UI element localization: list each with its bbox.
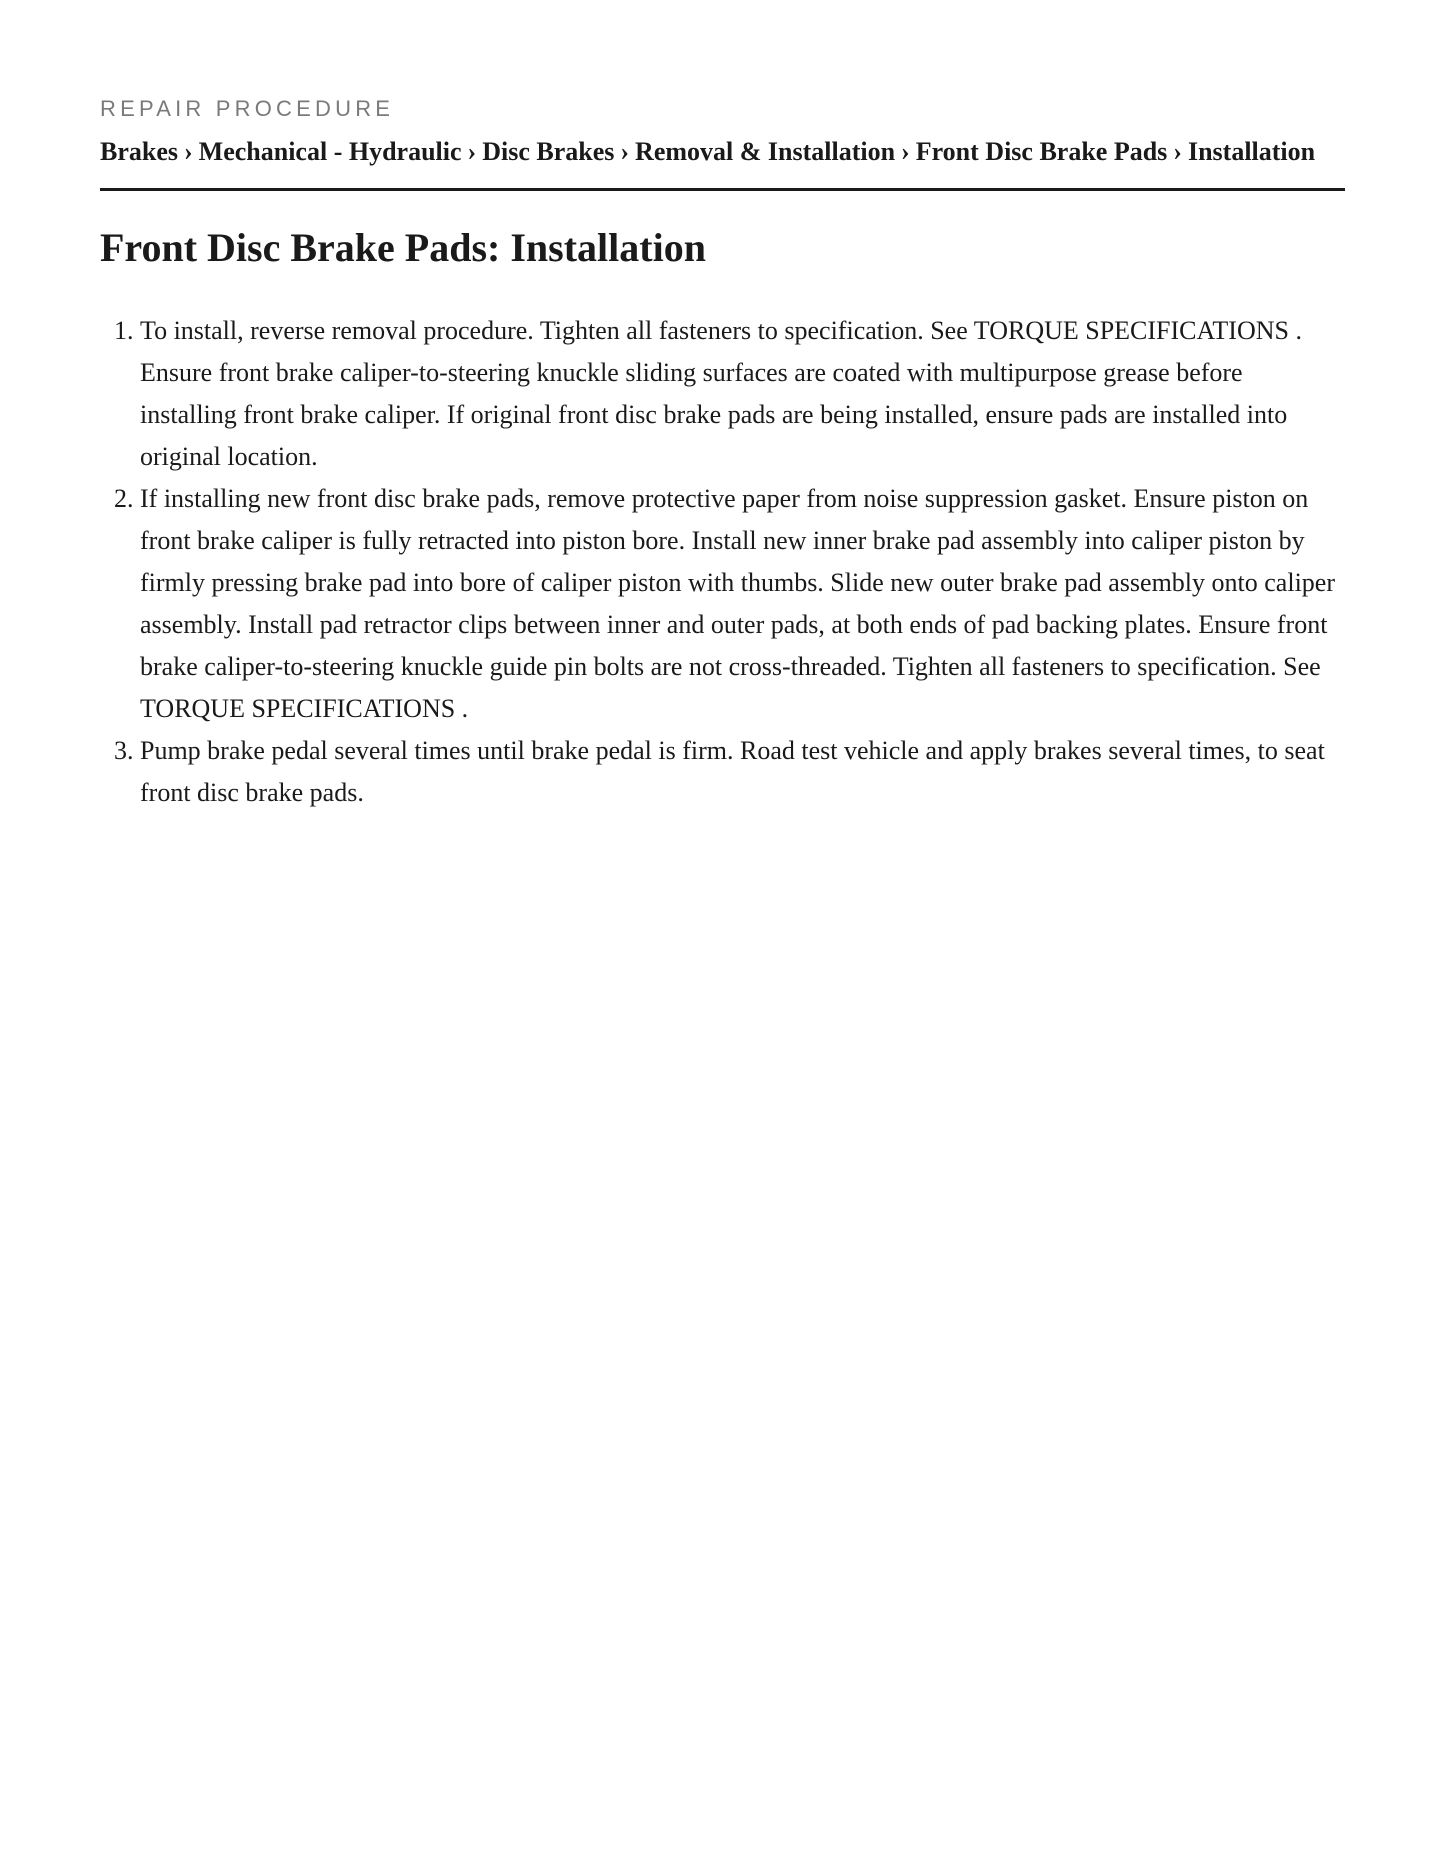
breadcrumb-separator: › [901, 137, 910, 166]
breadcrumb-item-brakes[interactable]: Brakes [100, 137, 178, 166]
header-divider [100, 188, 1345, 191]
procedure-step-3: 3. Pump brake pedal several times until brake pedal is firm. Road test vehicle and apply brakes several times, to seat front disc brake pads. [140, 730, 1345, 814]
section-kicker: REPAIR PROCEDURE [100, 96, 395, 121]
procedure-steps [100, 310, 1345, 814]
breadcrumb-item-disc-brakes[interactable]: Disc Brakes [482, 137, 615, 166]
breadcrumb-item-removal-installation[interactable]: Removal & Installation [635, 137, 896, 166]
breadcrumb [100, 137, 1345, 167]
breadcrumb-separator: › [184, 137, 193, 166]
breadcrumb-separator: › [620, 137, 630, 166]
breadcrumb-separator: › [467, 137, 477, 166]
procedure-step-2: 2. If installing new front disc brake pads, remove protective paper from noise suppression gasket. Ensure piston on front brake caliper is fully retracted into piston bore. Install new inner brake pad assembly into caliper piston by firmly pressing brake pad into bore of caliper piston with thumbs. Slide new outer brake pad assembly onto caliper assembly. Install pad retractor clips between inner and outer pads, at both ends of pad backing plates. Ensure front brake caliper-to-steering knuckle guide pin bolts are not cross-threaded. Tighten all fasteners to specification. See TORQUE SPECIFICATIONS . [140, 478, 1345, 730]
procedure-step-1: 1. To install, reverse removal procedure. Tighten all fasteners to specification. See TORQUE SPECIFICATIONS . Ensure front brake caliper-to-steering knuckle sliding surfaces are coated with multipurpose grease before installing front brake caliper. If original front disc brake pads are being installed, ensure pads are installed into original location. [140, 310, 1345, 478]
breadcrumb-separator: › [1173, 137, 1182, 166]
page-title: Front Disc Brake Pads: Installation [100, 225, 706, 270]
breadcrumb-item-installation: Installation [1187, 137, 1316, 166]
breadcrumb-item-mechanical-hydraulic[interactable]: Mechanical - Hydraulic [198, 137, 462, 166]
breadcrumb-item-front-disc-brake-pads[interactable]: Front Disc Brake Pads [915, 137, 1168, 166]
